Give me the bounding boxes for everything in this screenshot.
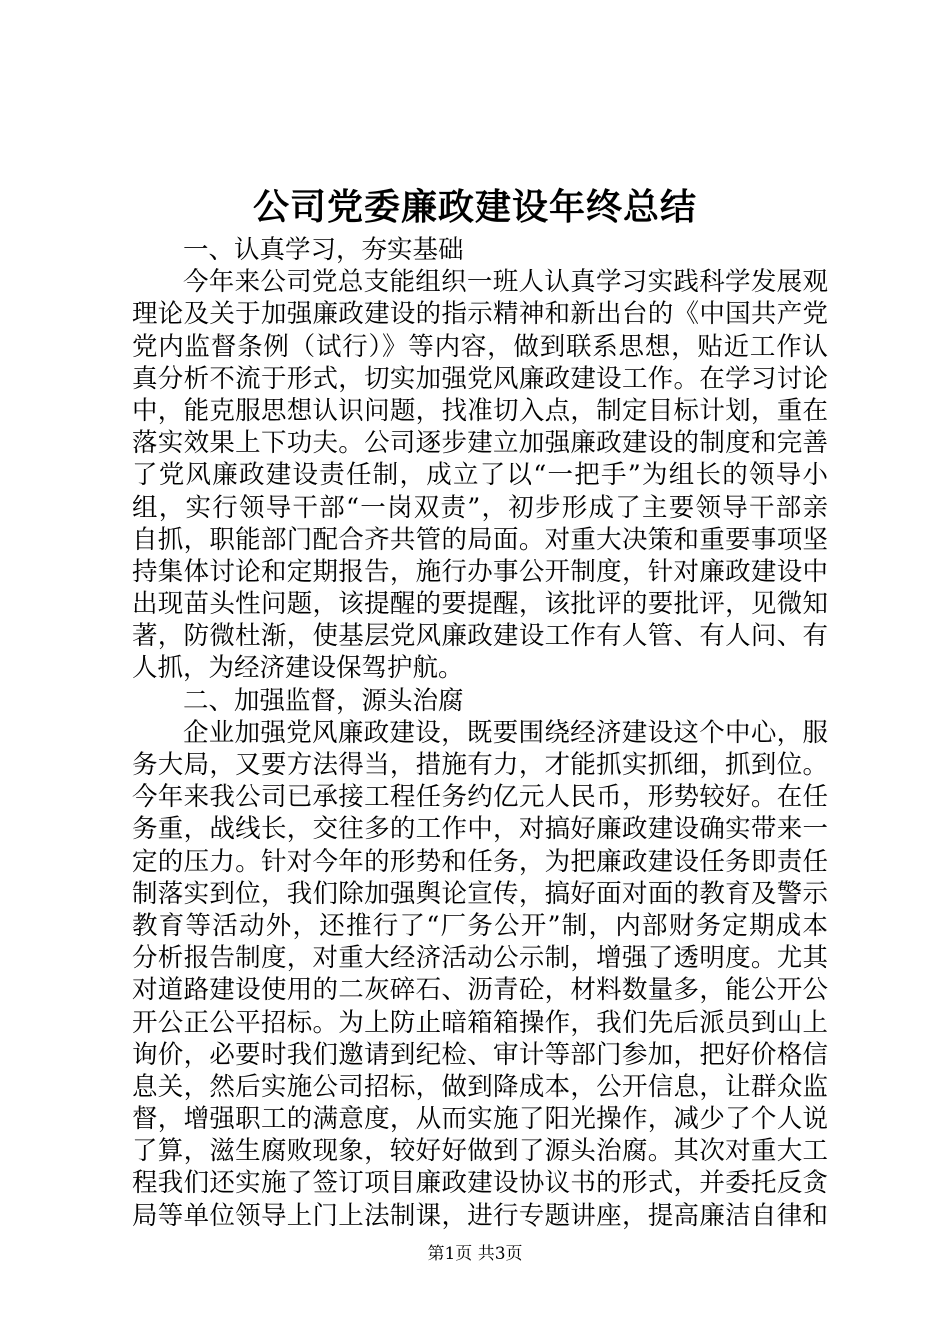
paragraph-line: 落实效果上下功夫。公司逐步建立加强廉政建设的制度和完善 [132, 428, 828, 459]
paragraph-line: 真分析不流于形式，切实加强党风廉政建设工作。在学习讨论 [132, 363, 828, 394]
paragraph-line: 自抓，职能部门配合齐共管的局面。对重大决策和重要事项坚 [132, 524, 828, 555]
section-heading: 一、认真学习，夯实基础 [183, 235, 464, 265]
paragraph-line: 教育等活动外，还推行了“厂务公开”制，内部财务定期成本 [132, 910, 828, 941]
document-title: 公司党委廉政建设年终总结 [252, 187, 697, 228]
paragraph-line: 人抓，为经济建设保驾护航。 [132, 653, 464, 684]
paragraph-line: 开公正公平招标。为上防止暗箱箱操作，我们先后派员到山上 [132, 1007, 828, 1038]
paragraph-line: 定的压力。针对今年的形势和任务，为把廉政建设任务即责任 [132, 846, 828, 877]
paragraph-line: 今年来我公司已承接工程任务约亿元人民币，形势较好。在任 [132, 782, 828, 813]
paragraph-line: 息关，然后实施公司招标，做到降成本，公开信息，让群众监 [132, 1071, 828, 1102]
paragraph-line: 出现苗头性问题，该提醒的要提醒，该批评的要批评，见微知 [132, 589, 828, 620]
page-footer: 第1页 共3页 [427, 1244, 523, 1264]
paragraph-line: 中，能克服思想认识问题，找准切入点，制定目标计划，重在 [132, 395, 828, 426]
paragraph-line: 了党风廉政建设责任制，成立了以“一把手”为组长的领导小 [132, 460, 828, 491]
paragraph-line: 务大局，又要方法得当，措施有力，才能抓实抓细，抓到位。 [132, 750, 828, 780]
paragraph-line: 务重，战线长，交往多的工作中，对搞好廉政建设确实带来一 [132, 814, 828, 845]
paragraph-line: 制落实到位，我们除加强舆论宣传，搞好面对面的教育及警示 [132, 878, 828, 909]
paragraph-line: 持集体讨论和定期报告，施行办事公开制度，针对廉政建设中 [132, 556, 828, 587]
section-heading: 二、加强监督，源头治腐 [183, 685, 464, 716]
paragraph-line: 程我们还实施了签订项目廉政建设协议书的形式，并委托反贪 [132, 1168, 828, 1199]
paragraph-line: 今年来公司党总支能组织一班人认真学习实践科学发展观 [183, 267, 828, 298]
paragraph-line: 对道路建设使用的二灰碎石、沥青砼，材料数量多，能公开公 [132, 975, 828, 1006]
paragraph-line: 询价，必要时我们邀请到纪检、审计等部门参加，把好价格信 [132, 1039, 828, 1070]
paragraph-line: 组，实行领导干部“一岗双责”，初步形成了主要领导干部亲 [132, 492, 828, 523]
document-body [132, 234, 828, 1232]
paragraph-line: 党内监督条例（试行）》等内容，做到联系思想，贴近工作认 [132, 331, 828, 362]
paragraph-line: 局等单位领导上门上法制课，进行专题讲座，提高廉洁自律和 [132, 1200, 828, 1231]
paragraph-line: 理论及关于加强廉政建设的指示精神和新出台的《中国共产党 [132, 299, 828, 330]
paragraph-line: 著，防微杜渐，使基层党风廉政建设工作有人管、有人问、有 [132, 621, 828, 652]
paragraph-line: 企业加强党风廉政建设，既要围绕经济建设这个中心，服 [183, 717, 828, 748]
paragraph-line: 督，增强职工的满意度，从而实施了阳光操作，减少了个人说 [132, 1104, 828, 1135]
paragraph-line: 分析报告制度，对重大经济活动公示制，增强了透明度。尤其 [132, 943, 828, 974]
paragraph-line: 了算，滋生腐败现象，较好好做到了源头治腐。其次对重大工 [132, 1136, 828, 1167]
